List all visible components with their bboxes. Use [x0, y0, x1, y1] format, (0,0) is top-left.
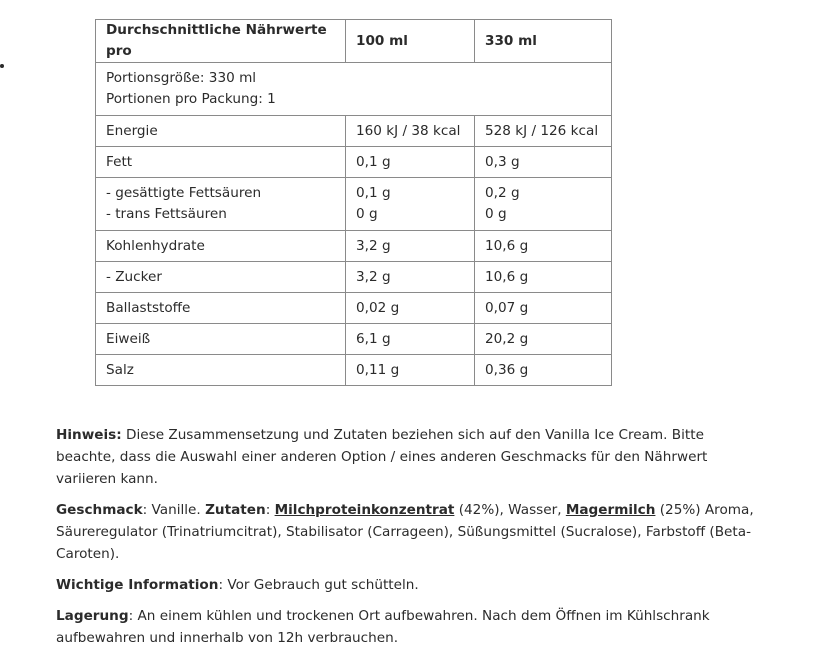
nutrient-label: Ballaststoffe [96, 293, 346, 324]
nutrient-label: Kohlenhydrate [96, 231, 346, 262]
info-label: Wichtige Information [56, 577, 219, 593]
table-header-row [96, 20, 612, 63]
hinweis-text: Diese Zusammensetzung und Zutaten beziehen sich auf den Vanilla Ice Cream. Bitte beachte, dass die Auswahl einer anderen Option / eines anderen Geschmacks für den Nährwert variieren kann. [56, 427, 708, 487]
value-330ml: 528 kJ / 126 kcal [475, 116, 612, 147]
zutaten-label: Zutaten [205, 502, 266, 518]
allergen-magermilch: Magermilch [565, 502, 656, 518]
value-line: 0 g [485, 206, 507, 222]
value-100ml: 0,1 g [346, 147, 475, 178]
geschmack-label: Geschmack [56, 502, 143, 518]
value-100ml: 160 kJ / 38 kcal [346, 116, 475, 147]
nutrient-label: Eiweiß [96, 324, 346, 355]
table-row [96, 355, 612, 386]
value-330ml: 10,6 g [475, 231, 612, 262]
nutrient-label: Energie [96, 116, 346, 147]
nutrient-label: - Zucker [96, 262, 346, 293]
list-bullet [0, 64, 4, 68]
lagerung-paragraph [56, 605, 756, 649]
zutaten-text-rest: (25%) Aroma, Säureregulator (Trinatriumcitrat), Stabilisator (Carrageen), Süßungsmittel (Sucralose), Farbstoff (Beta-Caroten). [56, 502, 754, 562]
table-row [96, 293, 612, 324]
info-paragraph [56, 574, 756, 596]
value-330ml [475, 178, 612, 231]
value-line: 0 g [356, 206, 378, 222]
nutrient-sublabel: - gesättigte Fettsäuren [106, 185, 262, 201]
nutrient-label: Fett [96, 147, 346, 178]
lagerung-label: Lagerung [56, 608, 129, 624]
zutaten-colon: : [265, 502, 275, 518]
value-100ml: 0,11 g [346, 355, 475, 386]
portions-per-pack: Portionen pro Packung: 1 [106, 91, 276, 107]
nutrient-sublabel: - trans Fettsäuren [106, 206, 227, 222]
header-cell-label: Durchschnittliche Nährwerte pro [96, 20, 346, 63]
lagerung-text: : An einem kühlen und trockenen Ort aufbewahren. Nach dem Öffnen im Kühlschrank aufbewahren und innerhalb von 12h verbrauchen. [56, 608, 710, 646]
nutrition-table [95, 19, 612, 386]
nutrient-label [96, 178, 346, 231]
table-row [96, 116, 612, 147]
hinweis-label: Hinweis: [56, 427, 122, 443]
hinweis-paragraph [56, 424, 756, 490]
table-row [96, 147, 612, 178]
zutaten-text: (42%), Wasser, [454, 502, 566, 518]
table-row [96, 324, 612, 355]
value-330ml: 20,2 g [475, 324, 612, 355]
value-100ml: 6,1 g [346, 324, 475, 355]
value-330ml: 0,3 g [475, 147, 612, 178]
value-100ml: 3,2 g [346, 231, 475, 262]
value-100ml: 0,02 g [346, 293, 475, 324]
info-text: : Vor Gebrauch gut schütteln. [218, 577, 419, 593]
portion-size: Portionsgröße: 330 ml [106, 70, 257, 86]
table-row [96, 231, 612, 262]
value-330ml: 0,07 g [475, 293, 612, 324]
value-330ml: 0,36 g [475, 355, 612, 386]
portion-cell [96, 63, 612, 116]
value-line: 0,2 g [485, 185, 520, 201]
table-row [96, 262, 612, 293]
portion-row [96, 63, 612, 116]
value-line: 0,1 g [356, 185, 391, 201]
value-100ml [346, 178, 475, 231]
geschmack-text: : Vanille. [142, 502, 206, 518]
header-cell-330ml: 330 ml [475, 20, 612, 63]
nutrient-label: Salz [96, 355, 346, 386]
value-100ml: 3,2 g [346, 262, 475, 293]
ingredients-paragraph [56, 499, 756, 565]
value-330ml: 10,6 g [475, 262, 612, 293]
table-row [96, 178, 612, 231]
product-notes [56, 424, 756, 658]
header-cell-100ml: 100 ml [346, 20, 475, 63]
allergen-milchproteinkonzentrat: Milchproteinkonzentrat [274, 502, 455, 518]
